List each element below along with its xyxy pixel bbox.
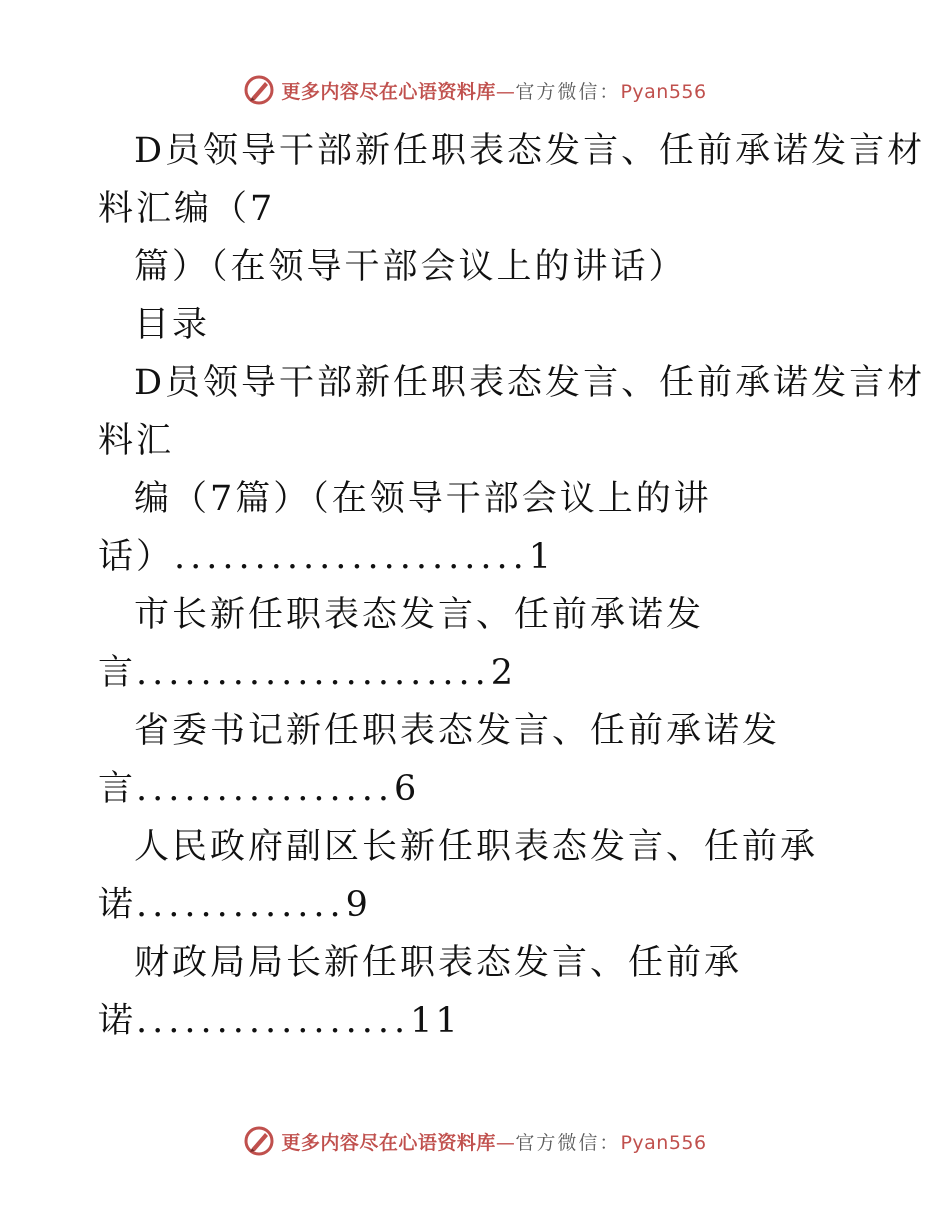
document-title-line: 篇）（在领导干部会议上的讲话） (134, 247, 687, 287)
toc-leader-dots: ............. (136, 885, 346, 925)
toc-entry-tail: 诺 (98, 1001, 137, 1041)
toc-entry-tail: 言 (98, 769, 137, 809)
watermark-site-name: 更多内容尽在心语资料库 (281, 1131, 496, 1154)
watermark-wechat-id: Pyan556 (620, 1131, 707, 1154)
header-watermark (0, 70, 950, 110)
toc-entry-tail: 话） (98, 537, 175, 577)
toc-entry-text: 编（7篇）（在领导干部会议上的讲 (134, 479, 712, 519)
toc-leader-dots: ................ (136, 769, 395, 809)
pen-circle-logo-icon (243, 74, 275, 106)
toc-page-number: 6 (394, 769, 420, 809)
toc-entry-last-line (98, 644, 858, 702)
toc-page-number: 2 (490, 653, 517, 693)
toc-entry-tail: 诺 (98, 885, 137, 925)
watermark-dash: — (495, 1131, 516, 1154)
toc-entry-text: 人民政府副区长新任职表态发言、任前承 (134, 827, 819, 867)
watermark-site-name: 更多内容尽在心语资料库 (281, 80, 496, 103)
toc-entry-text: D员领导干部新任职表态发言、任前承诺发言材 (134, 363, 926, 403)
watermark-text (281, 1128, 706, 1155)
toc-entry-last-line (98, 528, 858, 586)
toc-entry-text: 市长新任职表态发言、任前承诺发 (134, 595, 705, 635)
pen-circle-logo-icon (243, 1125, 275, 1157)
toc-entry-text: 省委书记新任职表态发言、任前承诺发 (134, 711, 781, 751)
toc-entry-tail: 言 (98, 653, 137, 693)
toc-heading: 目录 (134, 305, 211, 345)
toc-page-number: 11 (410, 1001, 461, 1041)
toc-entry-text: 财政局局长新任职表态发言、任前承 (134, 943, 743, 983)
toc-entry-last-line (98, 760, 858, 818)
watermark-dash: — (495, 80, 516, 103)
toc-leader-dots: ................. (136, 1001, 411, 1041)
document-body (98, 122, 926, 1050)
document-title-line: D员领导干部新任职表态发言、任前承诺发言材 (134, 131, 926, 171)
toc-leader-dots: ...................... (174, 537, 529, 577)
watermark-text (281, 77, 706, 104)
document-title-line: 料汇编（7 (98, 189, 276, 229)
watermark-wechat-label: 官方微信： (515, 80, 621, 103)
toc-entry-text: 料汇 (98, 421, 175, 461)
toc-entry-last-line (98, 876, 858, 934)
footer-watermark (0, 1121, 950, 1161)
toc-page-number: 1 (528, 537, 555, 577)
toc-page-number: 9 (345, 885, 371, 925)
watermark-wechat-label: 官方微信： (515, 1131, 621, 1154)
toc-leader-dots: ...................... (136, 653, 491, 693)
toc-entry-last-line (98, 992, 858, 1050)
watermark-wechat-id: Pyan556 (620, 80, 707, 103)
